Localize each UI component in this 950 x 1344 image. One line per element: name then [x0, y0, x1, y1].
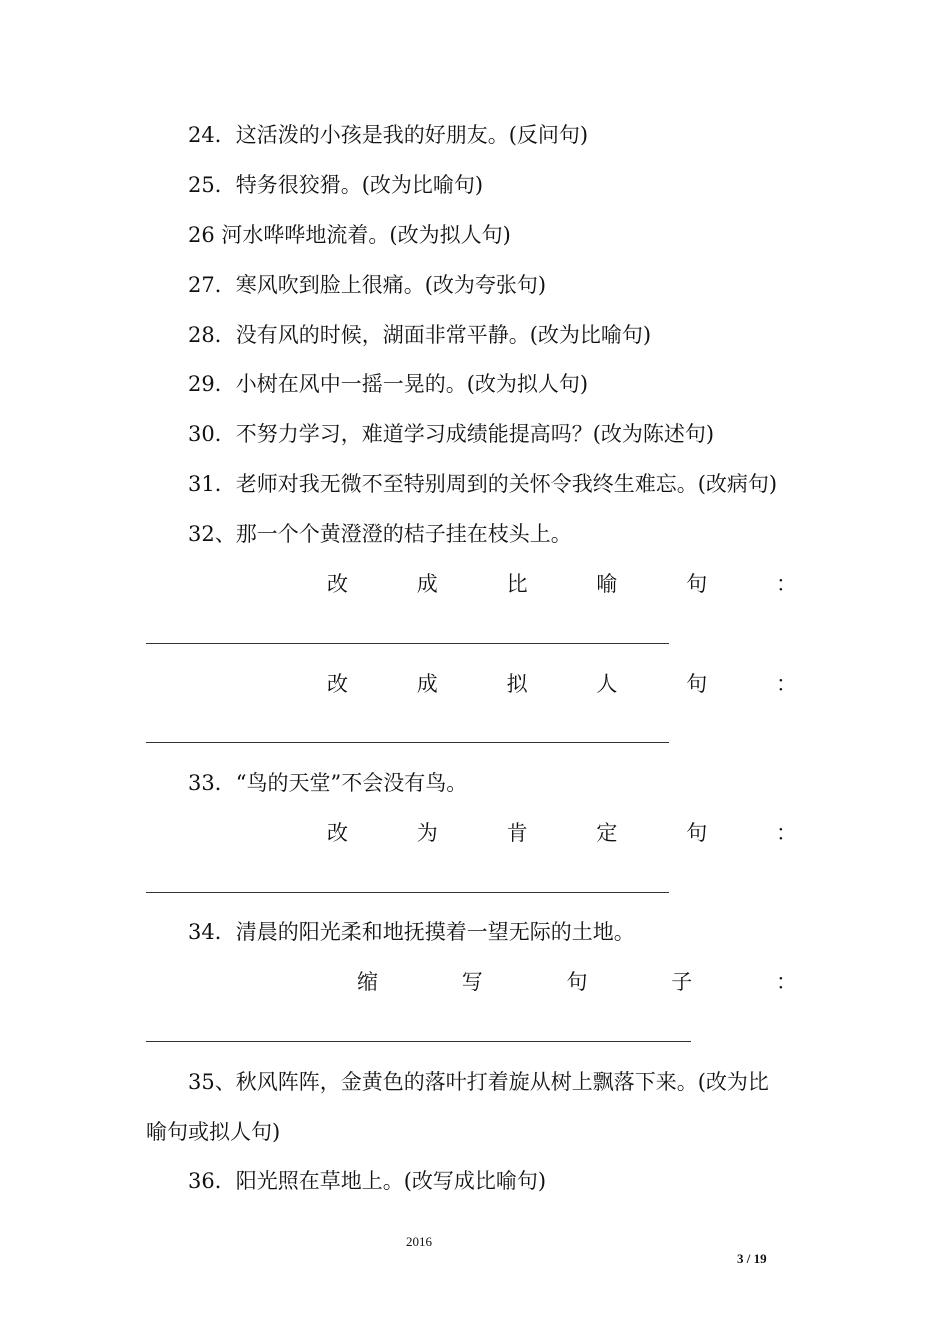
prompt-char: 成: [416, 672, 438, 696]
answer-prompt-simile: [327, 570, 797, 598]
prompt-char: ：: [775, 572, 797, 596]
answer-line: [146, 643, 669, 644]
prompt-char: 为: [416, 821, 438, 845]
prompt-char: ：: [775, 821, 797, 845]
prompt-char: 改: [327, 821, 348, 845]
question-34: 34．清晨的阳光柔和地抚摸着一望无际的土地。: [188, 920, 635, 944]
prompt-char: 拟: [506, 672, 528, 696]
prompt-char: 改: [327, 672, 348, 696]
answer-prompt-condense: [357, 968, 797, 996]
question-28: 28．没有风的时候，湖面非常平静。(改为比喻句): [188, 323, 652, 347]
prompt-char: 句: [686, 672, 708, 696]
page-number: 3 / 19: [737, 1251, 767, 1266]
answer-line: [146, 742, 669, 743]
prompt-char: 子: [671, 970, 693, 994]
prompt-char: 句: [566, 970, 588, 994]
question-32: 32、那一个个黄澄澄的桔子挂在枝头上。: [188, 522, 572, 546]
answer-line: [146, 1041, 691, 1042]
question-30: 30．不努力学习，难道学习成绩能提高吗？(改为陈述句): [188, 422, 715, 446]
footer-year: 2016: [406, 1234, 432, 1249]
answer-prompt-personification: [327, 670, 797, 698]
question-36: 36．阳光照在草地上。(改写成比喻句): [188, 1169, 547, 1193]
prompt-char: 成: [416, 572, 438, 596]
question-27: 27．寒风吹到脸上很痛。(改为夸张句): [188, 273, 547, 297]
prompt-char: 写: [461, 970, 483, 994]
prompt-char: 句: [686, 572, 708, 596]
question-31: 31．老师对我无微不至特别周到的关怀令我终生难忘。(改病句): [188, 472, 778, 496]
prompt-char: 人: [596, 672, 618, 696]
prompt-char: 定: [596, 821, 618, 845]
prompt-char: ：: [776, 970, 797, 994]
prompt-char: ：: [775, 672, 797, 696]
question-35-line-1: 35、秋风阵阵，金黄色的落叶打着旋从树上飘落下来。(改为比: [188, 1070, 769, 1094]
question-26: 26 河水哗哗地流着。(改为拟人句): [188, 223, 511, 247]
prompt-char: 改: [327, 572, 348, 596]
question-24: 24．这活泼的小孩是我的好朋友。(反问句): [188, 123, 589, 147]
prompt-char: 句: [686, 821, 708, 845]
prompt-char: 喻: [596, 572, 618, 596]
answer-prompt-affirmative: [327, 819, 797, 847]
prompt-char: 肯: [506, 821, 528, 845]
question-33: 33．“鸟的天堂”不会没有鸟。: [188, 771, 468, 795]
prompt-char: 缩: [357, 970, 378, 994]
question-29: 29．小树在风中一摇一晃的。(改为拟人句): [188, 372, 589, 396]
question-25: 25．特务很狡猾。(改为比喻句): [188, 173, 484, 197]
question-35-line-2: 喻句或拟人句): [146, 1120, 281, 1144]
answer-line: [146, 892, 669, 893]
prompt-char: 比: [506, 572, 528, 596]
